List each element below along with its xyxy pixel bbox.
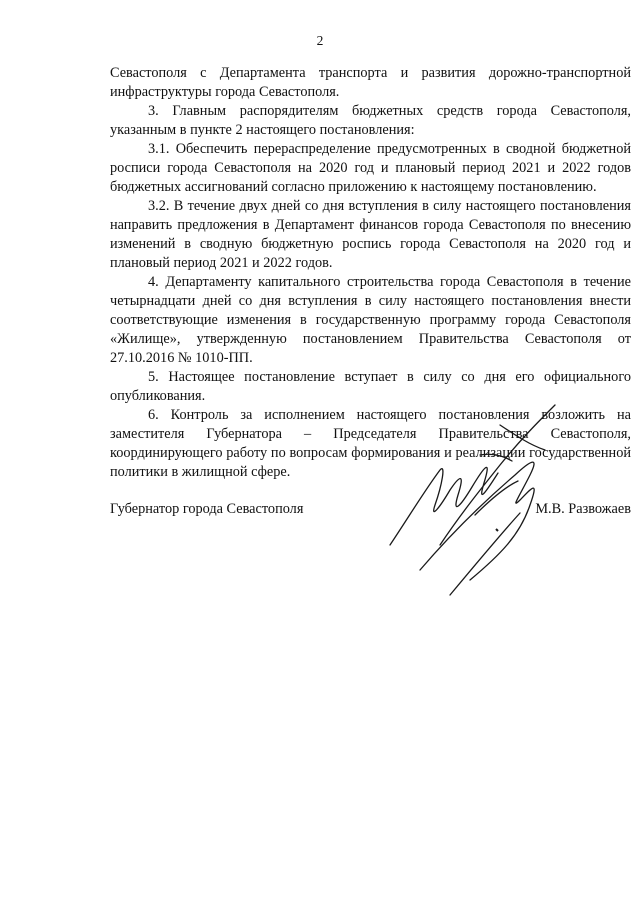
page-number: 2 xyxy=(316,33,324,48)
paragraph-item-3-1: 3.1. Обеспечить перераспределение предусмотренных в сводной бюджетной росписи города Севастополя на 2020 год и плановый период 2021 и 2022 годов бюджетных ассигнований согласно приложению к настоящему постановлению. xyxy=(110,141,631,195)
paragraph-item-4: 4. Департаменту капитального строительства города Севастополя в течение четырнадцати дней со дня вступления в силу настоящего постановления внести соответствующие изменения в государственную программу города Севастополя «Жилище», утвержденную постановлением Правительства Севастополя от 27.10.2016 № 1010-ПП. xyxy=(110,274,631,366)
paragraph-item-3: 3. Главным распорядителям бюджетных средств города Севастополя, указанным в пункте 2 настоящего постановления: xyxy=(110,103,631,138)
signatory-name: М.В. Развожаев xyxy=(535,501,631,517)
paragraph-item-3-2: 3.2. В течение двух дней со дня вступления в силу настоящего постановления направить предложения в Департамент финансов города Севастополя по внесению изменений в сводную бюджетную роспись города Севастополя на 2020 год и плановый период 2021 и 2022 годов. xyxy=(110,198,631,271)
paragraph-continuation: Севастополя с Департамента транспорта и развития дорожно-транспортной инфраструктуры города Севастополя. xyxy=(110,65,631,100)
signatory-title: Губернатор города Севастополя xyxy=(110,501,304,517)
paragraph-item-5: 5. Настоящее постановление вступает в силу со дня его официального опубликования. xyxy=(110,369,631,404)
paragraph-item-6: 6. Контроль за исполнением настоящего постановления возложить на заместителя Губернатора – Председателя Правительства Севастополя, координирующего работу по вопросам формирования и реализации государственной политики в жилищной сфере. xyxy=(110,407,631,480)
